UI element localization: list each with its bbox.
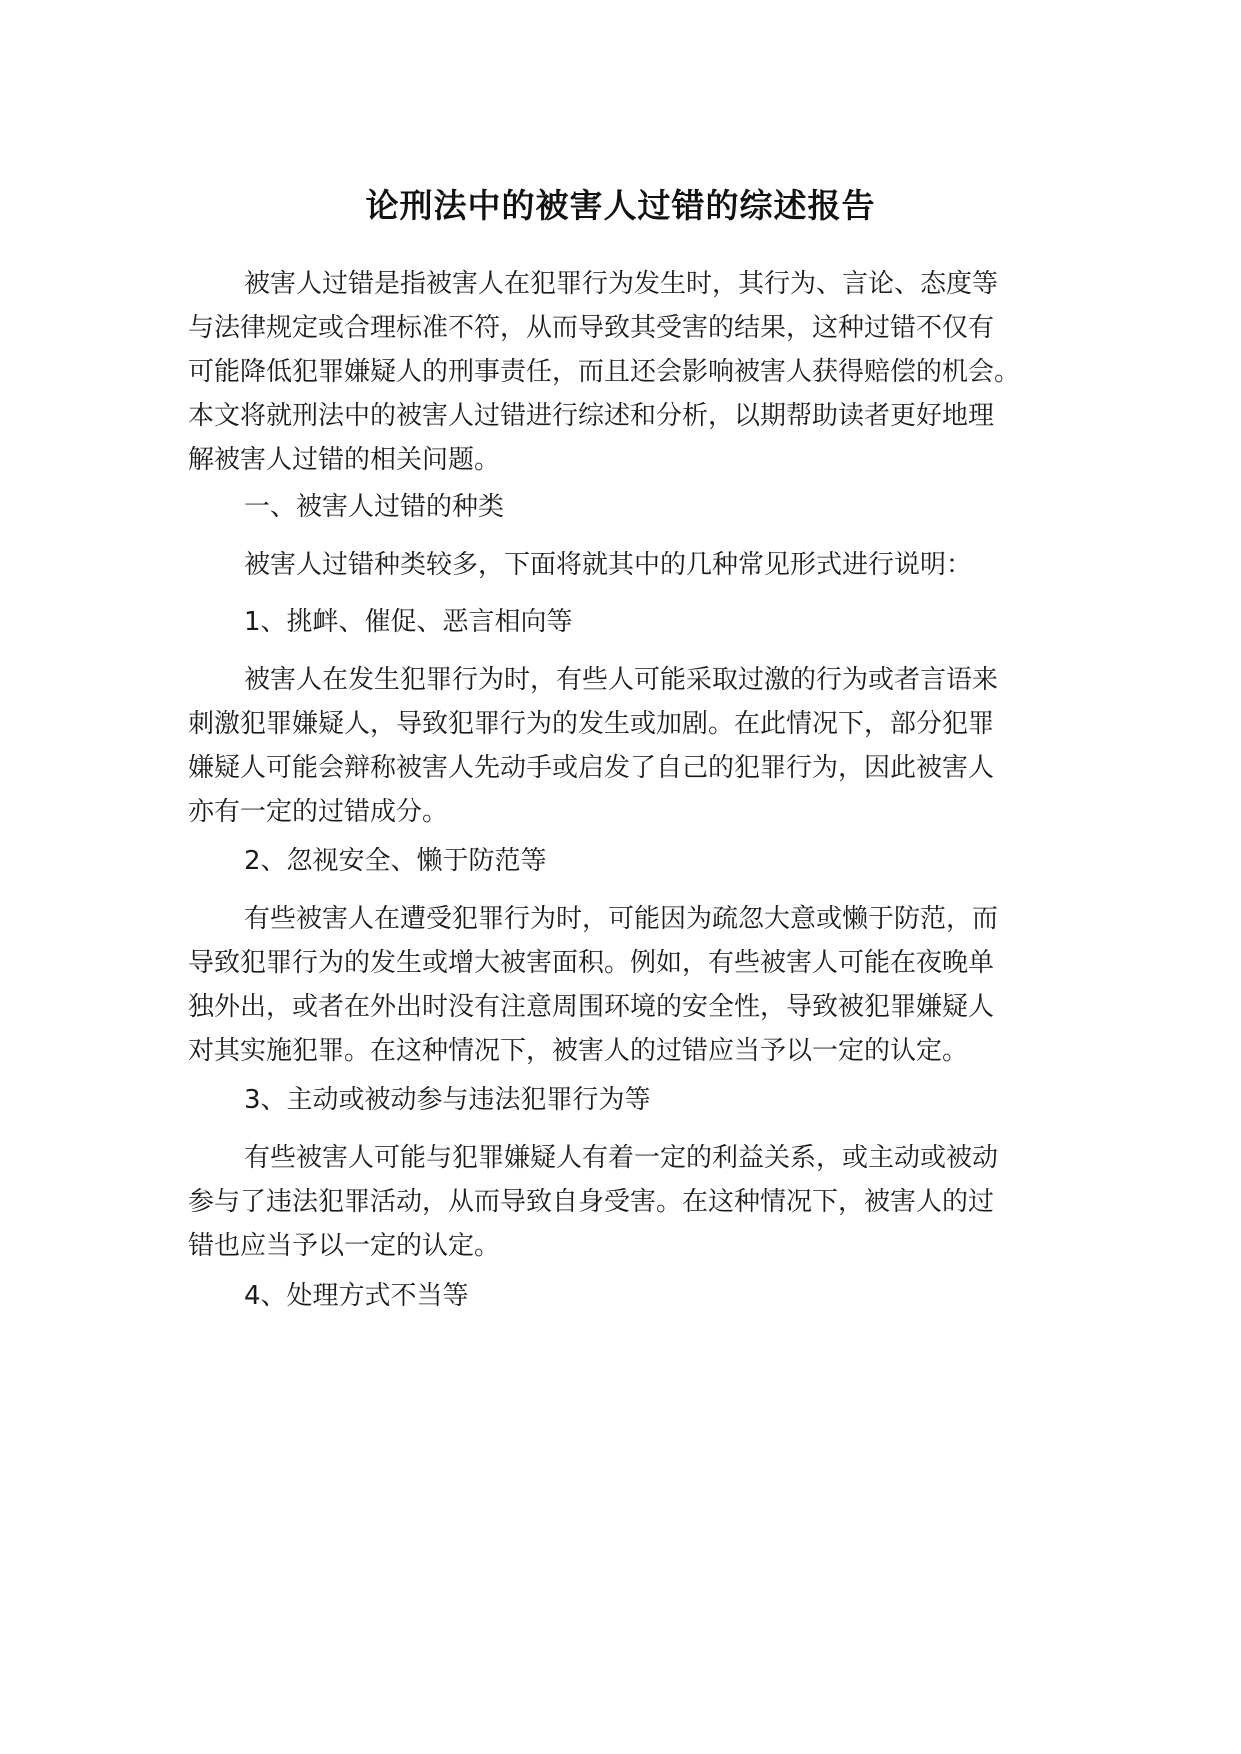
text-line: 亦有一定的过错成分。 (188, 797, 449, 827)
text-line: 错也应当予以一定的认定。 (188, 1231, 501, 1261)
text-line: 刺激犯罪嫌疑人，导致犯罪行为的发生或加剧。在此情况下，部分犯罪 (188, 709, 995, 739)
text-line: 独外出，或者在外出时没有注意周围环境的安全性，导致被犯罪嫌疑人 (188, 992, 995, 1022)
heading-line: 2、忽视安全、懒于防范等 (244, 846, 547, 876)
heading-line: 一、被害人过错的种类 (244, 492, 505, 522)
text-line: 被害人在发生犯罪行为时，有些人可能采取过激的行为或者言语来 (244, 665, 999, 695)
text-line: 被害人过错种类较多，下面将就其中的几种常见形式进行说明： (244, 550, 973, 580)
text-line: 嫌疑人可能会辩称被害人先动手或启发了自己的犯罪行为，因此被害人 (188, 753, 995, 783)
heading-line: 1、挑衅、催促、恶言相向等 (244, 607, 573, 637)
text-line: 可能降低犯罪嫌疑人的刑事责任，而且还会影响被害人获得赔偿的机会。 (188, 357, 1021, 387)
document-title: 论刑法中的被害人过错的综述报告 (365, 186, 876, 225)
paragraph-definition (188, 262, 1078, 482)
text-line: 被害人过错是指被害人在犯罪行为发生时，其行为、言论、态度等 (244, 269, 999, 299)
text-line: 解被害人过错的相关问题。 (188, 445, 501, 475)
section-heading-types (188, 485, 1078, 529)
heading-line: 3、主动或被动参与违法犯罪行为等 (244, 1085, 651, 1115)
text-line: 与法律规定或合理标准不符，从而导致其受害的结果，这种过错不仅有 (188, 313, 995, 343)
subheading-1 (188, 600, 1078, 644)
subheading-2 (188, 839, 1078, 883)
heading-line: 4、处理方式不当等 (244, 1281, 469, 1311)
text-line: 有些被害人在遭受犯罪行为时，可能因为疏忽大意或懒于防范，而 (244, 904, 999, 934)
paragraph-provocation (188, 658, 1078, 834)
paragraph-participation (188, 1136, 1078, 1268)
subheading-4 (188, 1274, 1078, 1318)
text-line: 对其实施犯罪。在这种情况下，被害人的过错应当予以一定的认定。 (188, 1036, 969, 1066)
subheading-3 (188, 1078, 1078, 1122)
text-line: 导致犯罪行为的发生或增大被害面积。例如，有些被害人可能在夜晚单 (188, 948, 995, 978)
text-line: 有些被害人可能与犯罪嫌疑人有着一定的利益关系，或主动或被动 (244, 1143, 999, 1173)
text-line: 参与了违法犯罪活动，从而导致自身受害。在这种情况下，被害人的过 (188, 1187, 995, 1217)
paragraph-intro (188, 543, 1078, 587)
paragraph-negligence (188, 897, 1078, 1073)
text-line: 本文将就刑法中的被害人过错进行综述和分析，以期帮助读者更好地理 (188, 401, 995, 431)
